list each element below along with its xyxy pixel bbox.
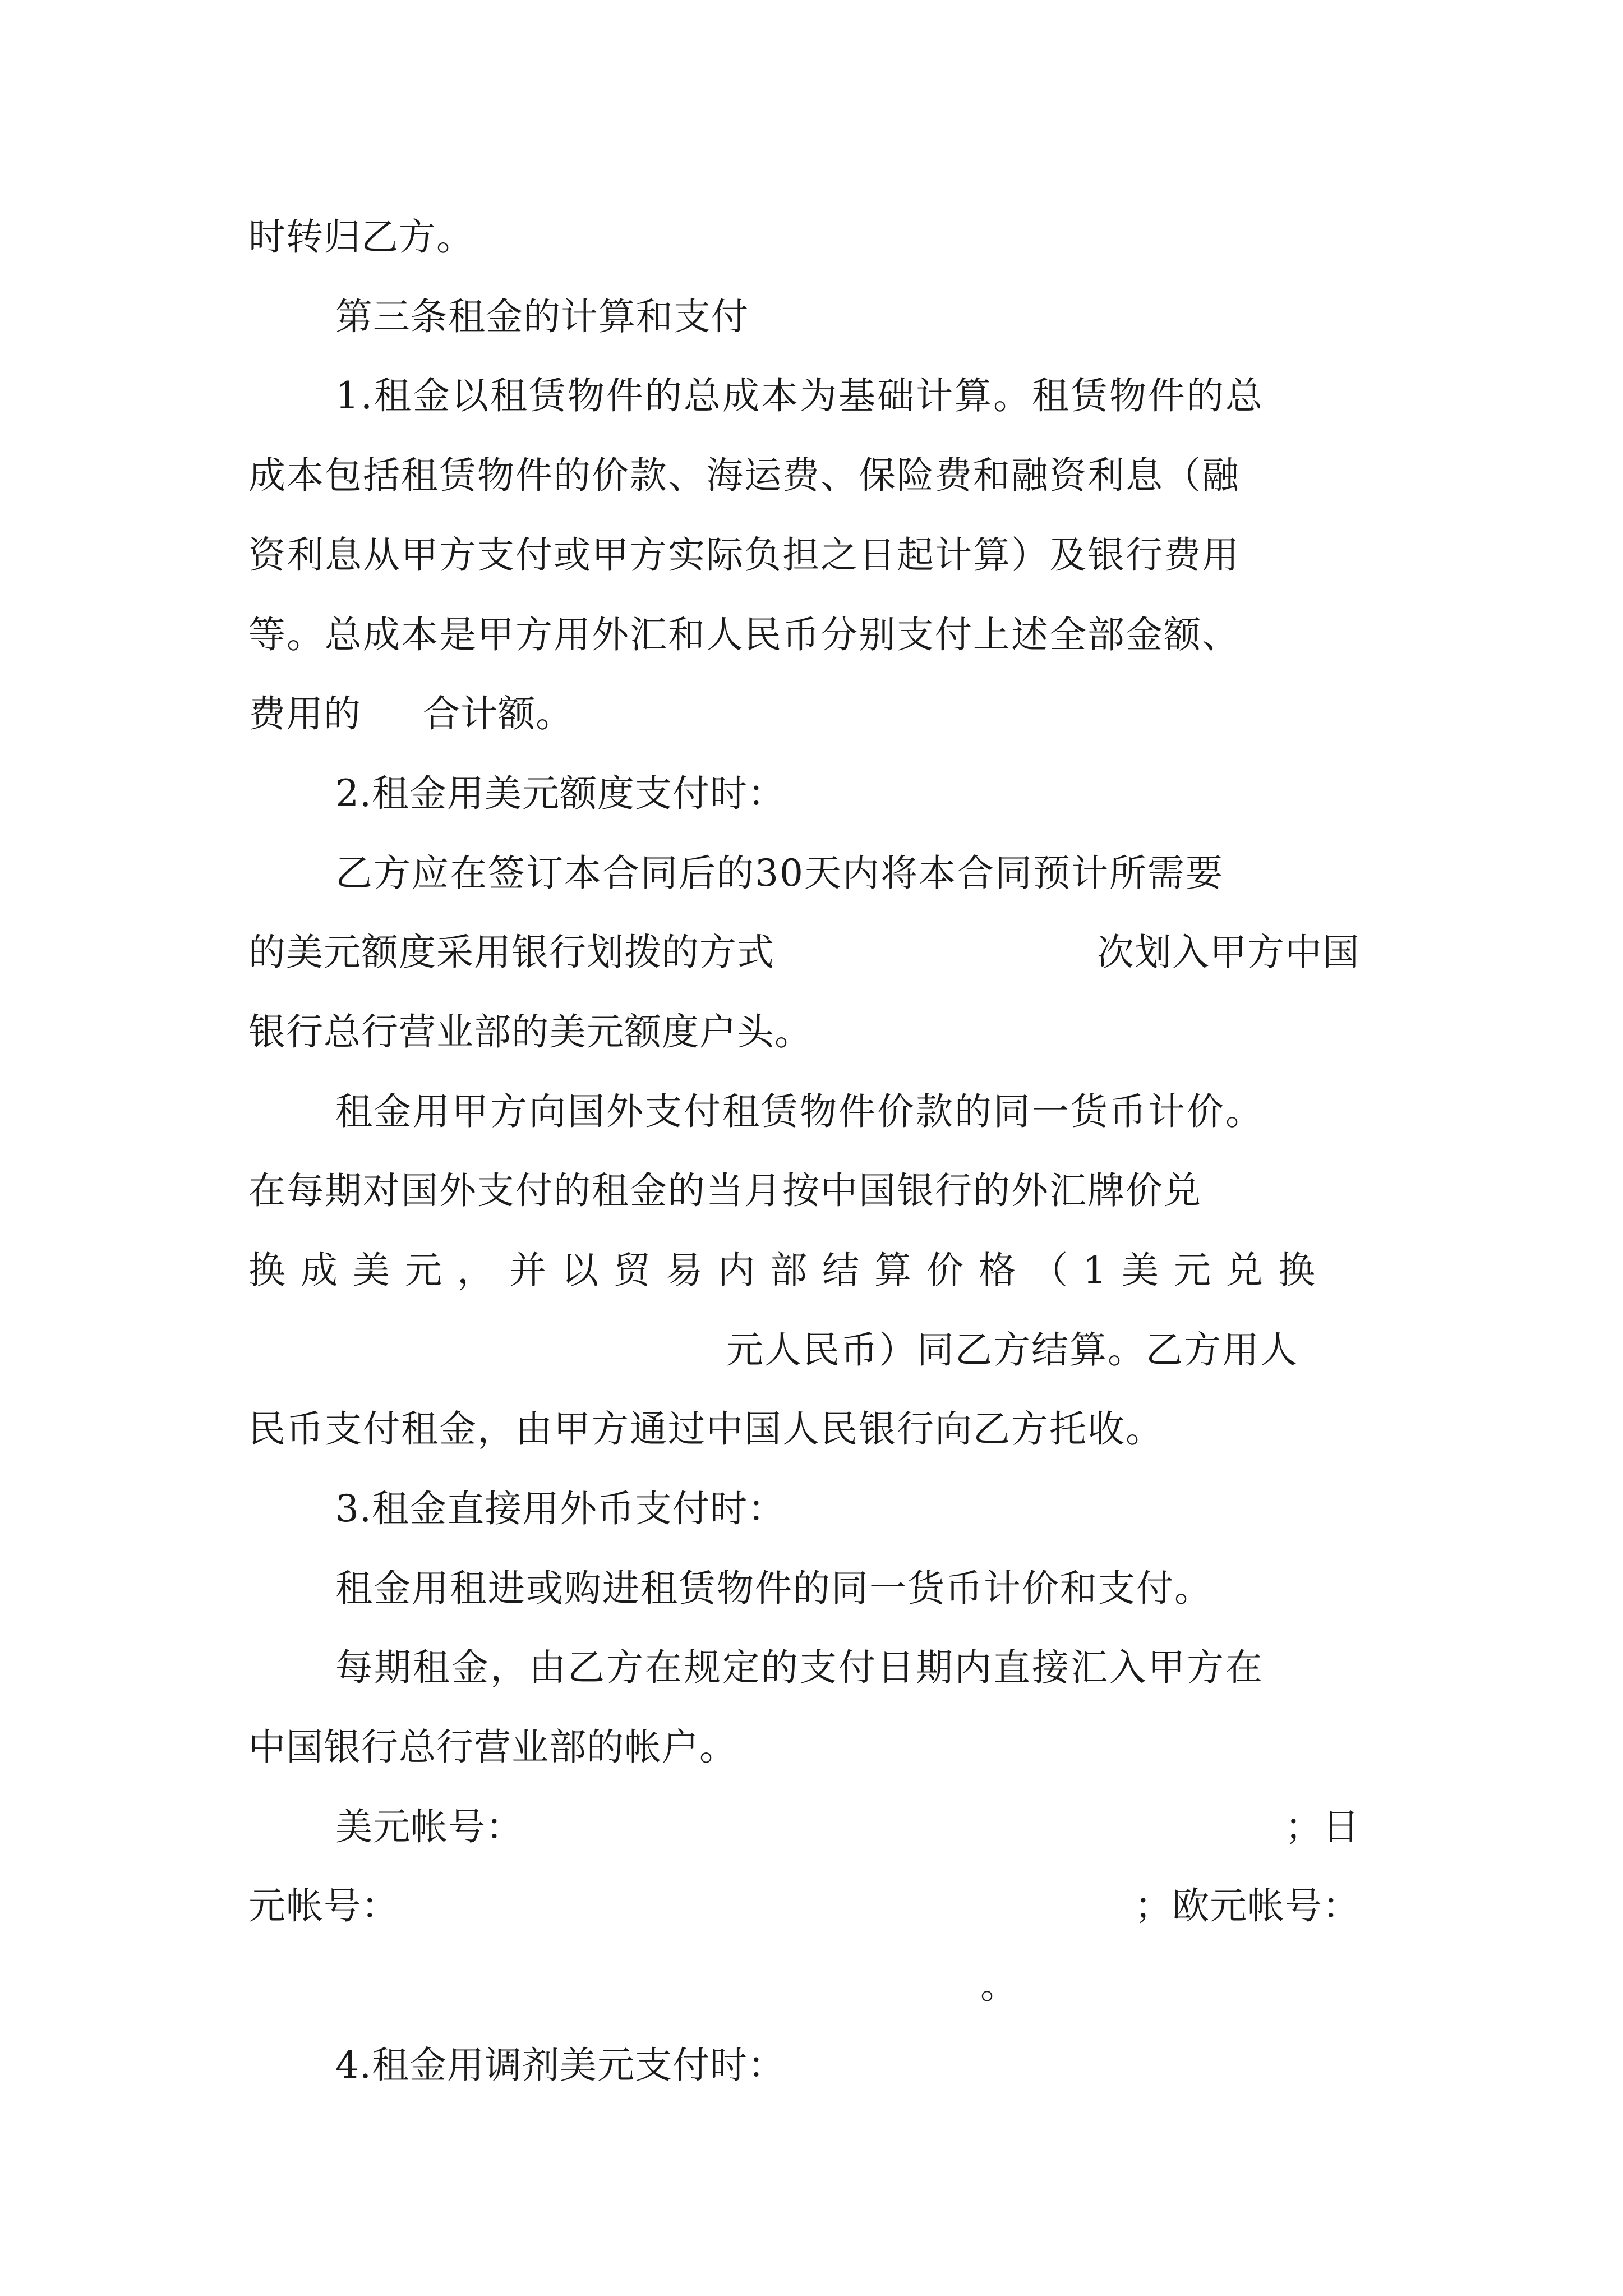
text-segment: 合计额。 bbox=[423, 692, 573, 735]
text-line-with-blank bbox=[248, 930, 1360, 975]
text-line: 租金用租进或购进租赁物件的同一货币计价和支付。 bbox=[335, 1567, 1212, 1610]
section-heading: 4.租金用调剂美元支付时： bbox=[335, 2044, 785, 2087]
text-line: 成本包括租赁物件的价款、海运费、保险费和融资利息（融 bbox=[248, 454, 1240, 497]
usd-account-label: 美元帐号： bbox=[335, 1805, 523, 1848]
account-line bbox=[335, 1805, 1360, 1849]
text-line: 等。总成本是甲方用外汇和人民币分别支付上述全部金额、 bbox=[248, 613, 1240, 656]
text-line: 租金用甲方向国外支付租赁物件价款的同一货币计价。 bbox=[335, 1090, 1264, 1133]
text-line: 在每期对国外支付的租金的当月按中国银行的外汇牌价兑 bbox=[248, 1169, 1202, 1212]
text-segment: 费用的 bbox=[248, 692, 361, 735]
article-heading: 第三条租金的计算和支付 bbox=[335, 295, 749, 338]
section-heading: 2.租金用美元额度支付时： bbox=[335, 772, 785, 815]
text-line: 。 bbox=[980, 1964, 1018, 2007]
text-segment: 的美元额度采用银行划拨的方式 bbox=[248, 931, 774, 974]
eur-account-label: ；欧元帐号： bbox=[1135, 1884, 1360, 1927]
account-line bbox=[248, 1884, 1360, 1929]
text-line-with-blank bbox=[248, 692, 573, 737]
text-line: 银行总行营业部的美元额度户头。 bbox=[248, 1010, 812, 1053]
text-line: 每期租金，由乙方在规定的支付日期内直接汇入甲方在 bbox=[335, 1646, 1264, 1689]
section-heading: 3.租金直接用外币支付时： bbox=[335, 1487, 785, 1530]
text-segment: ；日 bbox=[1285, 1805, 1360, 1848]
text-line: 资利息从甲方支付或甲方实际负担之日起计算）及银行费用 bbox=[248, 533, 1240, 577]
text-line: 时转归乙方。 bbox=[248, 215, 474, 259]
text-line: 元人民币）同乙方结算。乙方用人 bbox=[726, 1328, 1298, 1372]
text-line: 民币支付租金，由甲方通过中国人民银行向乙方托收。 bbox=[248, 1407, 1164, 1451]
text-segment: 次划入甲方中国 bbox=[1097, 931, 1360, 974]
text-line: 乙方应在签订本合同后的30天内将本合同预计所需要 bbox=[335, 852, 1224, 895]
text-line: 换成美元，并以贸易内部结算价格（1美元兑换 bbox=[248, 1249, 1330, 1292]
jpy-account-label: 元帐号： bbox=[248, 1884, 399, 1927]
text-line: 中国银行总行营业部的帐户。 bbox=[248, 1726, 737, 1769]
text-line: 1.租金以租赁物件的总成本为基础计算。租赁物件的总 bbox=[335, 374, 1264, 417]
